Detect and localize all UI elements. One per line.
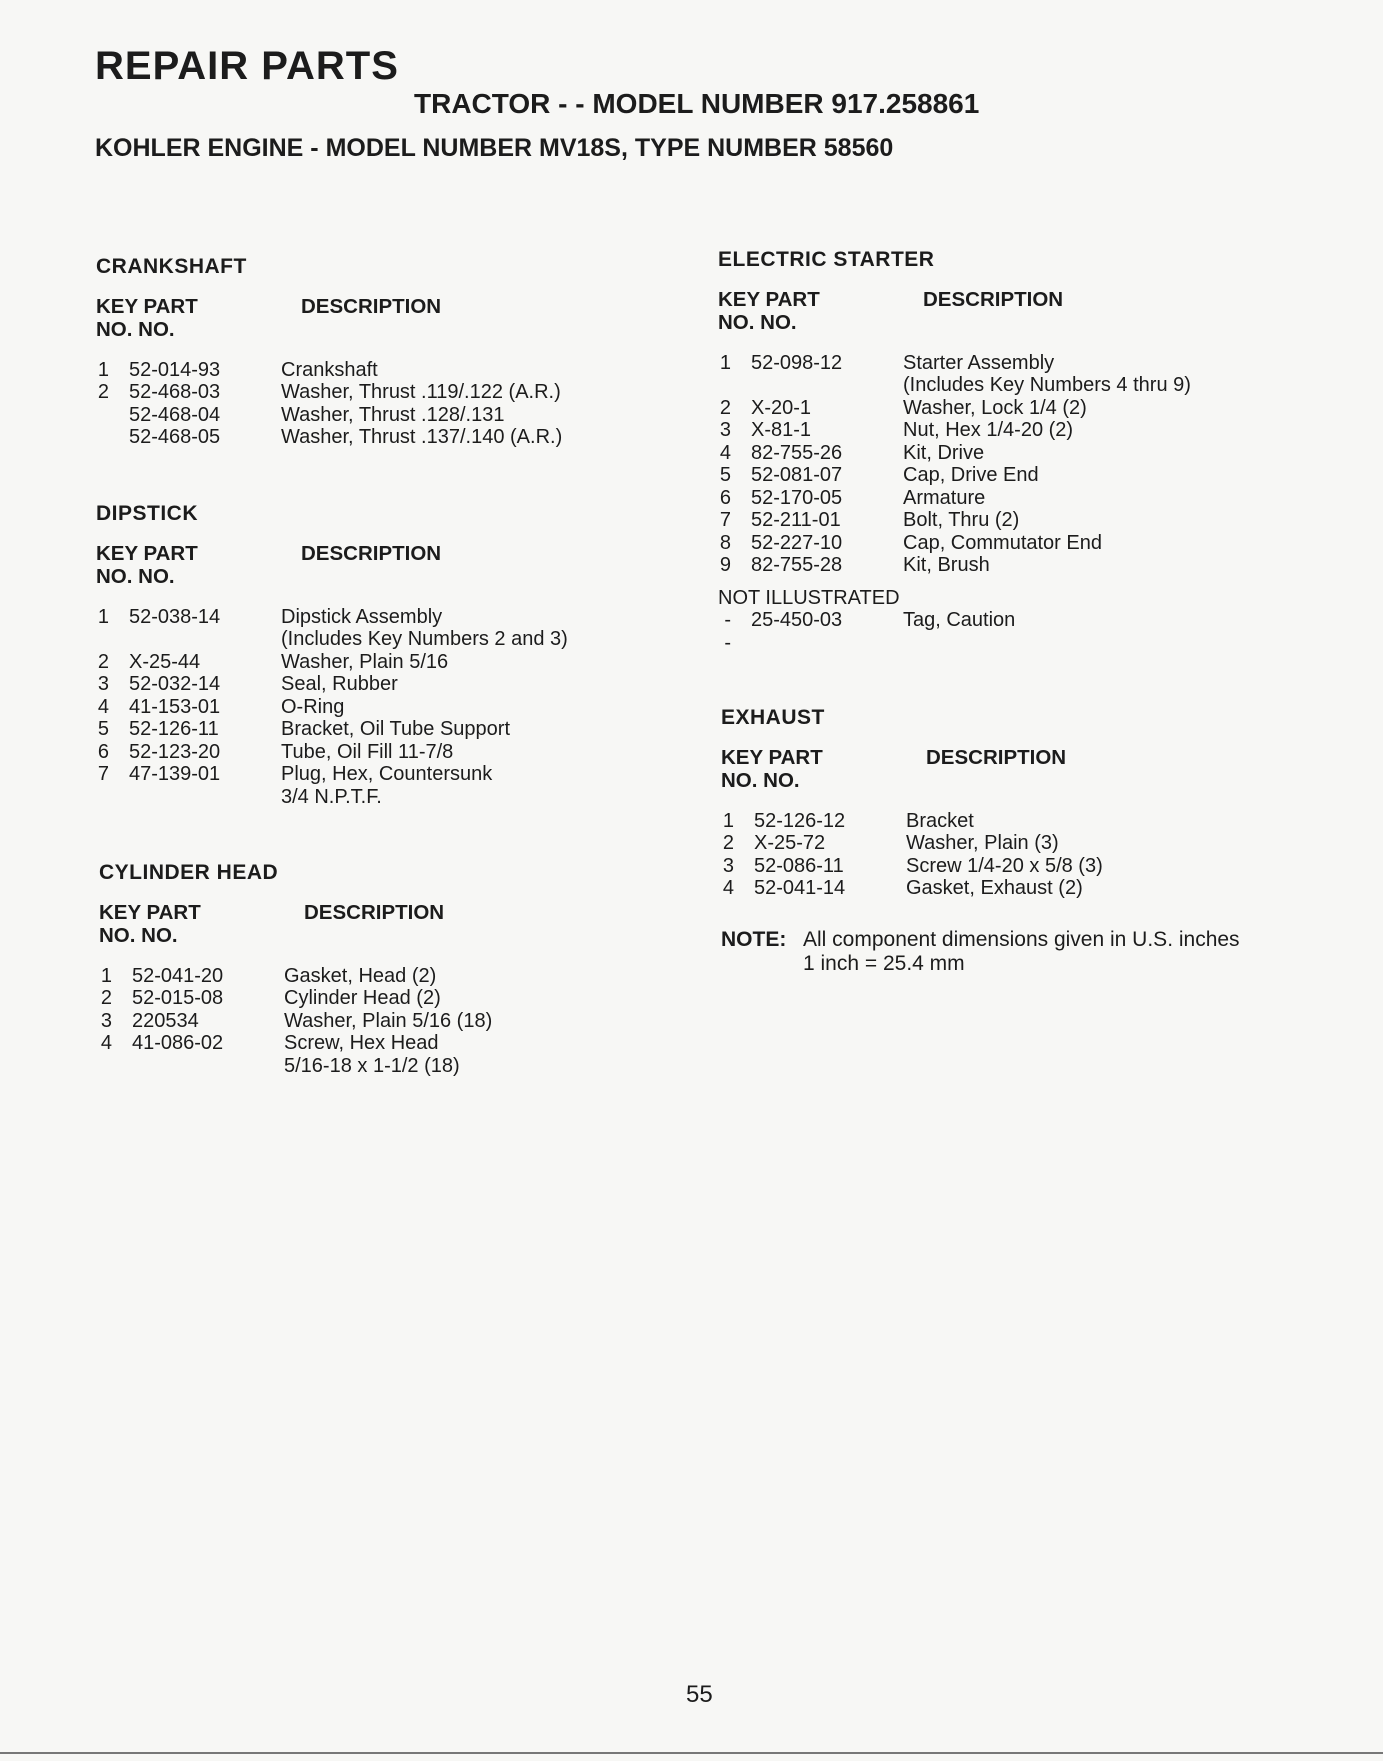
key-number: 4 [97, 695, 109, 718]
part-number: 52-086-11 [754, 854, 844, 877]
key-number [96, 404, 129, 427]
electric-starter-section [718, 249, 1191, 654]
part-number: 52-038-14 [129, 605, 221, 628]
key-number: 4 [719, 441, 731, 464]
part-description [281, 741, 568, 764]
note-line-2: 1 inch = 25.4 mm [803, 952, 965, 975]
list-item [96, 741, 568, 764]
part-description [903, 419, 1191, 442]
key-number: 2 [719, 396, 731, 419]
no-no-label: NO. NO. [96, 564, 175, 588]
description-line: (Includes Key Numbers 2 and 3) [281, 628, 568, 650]
part-number: 41-153-01 [129, 695, 221, 718]
description-line: Cap, Commutator End [903, 531, 1102, 554]
part-number: 52-081-07 [751, 464, 843, 486]
description-label: DESCRIPTION [304, 900, 445, 924]
part-number: 52-170-05 [751, 486, 843, 509]
exhaust-section [721, 707, 1103, 900]
part-description [903, 509, 1191, 532]
part-description: Tag, Caution [903, 609, 1016, 631]
description-line: Crankshaft [281, 358, 378, 381]
list-item [99, 965, 492, 988]
description-line: Seal, Rubber [281, 673, 398, 695]
description-line: (Includes Key Numbers 4 thru 9) [903, 374, 1191, 396]
part-description [281, 426, 562, 449]
key-part-label: KEY PART [96, 294, 198, 318]
key-number [96, 426, 129, 449]
part-number: X-25-44 [129, 650, 201, 673]
parts-list [721, 810, 1103, 900]
section-title: CYLINDER HEAD [99, 861, 279, 884]
key-number: 2 [97, 650, 109, 673]
part-number: 82-755-26 [751, 441, 843, 464]
key-number: 2 [100, 987, 112, 1009]
description-label: DESCRIPTION [923, 287, 1064, 311]
no-no-label: NO. NO. [96, 317, 175, 341]
part-number: 52-211-01 [751, 509, 841, 531]
part-description [903, 487, 1191, 510]
no-no-label: NO. NO. [721, 768, 800, 792]
key-number: 2 [97, 381, 109, 403]
parts-list [96, 359, 562, 449]
part-description [281, 718, 568, 741]
part-description [281, 696, 568, 719]
key-number: 8 [719, 531, 731, 554]
key-number: 5 [719, 464, 731, 486]
part-description [906, 877, 1103, 900]
key-number: - - [724, 609, 731, 654]
description-line: Gasket, Exhaust (2) [906, 877, 1083, 899]
list-item [718, 487, 1191, 510]
description-line: Tube, Oil Fill 11-7/8 [281, 740, 454, 763]
cylinder-head-section [99, 862, 492, 1077]
section-title: DIPSTICK [96, 502, 199, 525]
part-number: 52-041-20 [132, 964, 224, 987]
part-description [903, 397, 1191, 420]
list-item [99, 987, 492, 1010]
description-line: Cap, Drive End [903, 464, 1039, 486]
list-item [718, 397, 1191, 420]
description-line: Armature [903, 486, 986, 509]
description-line: Gasket, Head (2) [284, 964, 437, 987]
list-item [718, 442, 1191, 465]
part-number: 52-227-10 [751, 531, 843, 554]
list-item [96, 381, 562, 404]
key-number: 3 [97, 673, 109, 695]
list-item [718, 352, 1191, 397]
part-description [281, 673, 568, 696]
key-number: 7 [97, 763, 109, 785]
key-number: 1 [97, 358, 109, 381]
description-line: Bracket [906, 809, 974, 832]
part-description [903, 352, 1191, 397]
list-item [96, 651, 568, 674]
page-title: REPAIR PARTS [95, 44, 399, 88]
description-line: Washer, Plain 5/16 [281, 650, 449, 673]
part-number: X-81-1 [751, 419, 812, 441]
list-item [96, 673, 568, 696]
key-number: 3 [719, 419, 731, 441]
description-line: Nut, Hex 1/4-20 (2) [903, 419, 1074, 441]
note-line-1: All component dimensions given in U.S. inches [803, 928, 1240, 951]
description-line: Washer, Thrust .128/.131 [281, 403, 505, 426]
part-description [906, 832, 1103, 855]
description-line: 3/4 N.P.T.F. [281, 785, 382, 808]
part-description [903, 532, 1191, 555]
crankshaft-section [96, 256, 562, 449]
part-description [284, 987, 492, 1010]
part-number: 47-139-01 [129, 763, 221, 785]
column-header [99, 901, 492, 947]
part-number: 52-123-20 [129, 740, 221, 763]
bottom-rule [0, 1752, 1383, 1754]
description-label: DESCRIPTION [301, 541, 442, 565]
key-number: 1 [719, 351, 731, 374]
no-no-label: NO. NO. [718, 310, 797, 334]
column-header [96, 542, 568, 588]
parts-list [99, 965, 492, 1078]
description-label: DESCRIPTION [926, 745, 1067, 769]
key-number: 3 [722, 854, 734, 877]
part-number: 82-755-28 [751, 554, 843, 576]
list-item [721, 832, 1103, 855]
part-description [284, 965, 492, 988]
key-number: 1 [722, 809, 734, 832]
part-description [903, 442, 1191, 465]
key-number: 4 [100, 1032, 112, 1054]
key-number: 7 [719, 509, 731, 531]
part-number: 52-468-05 [129, 426, 221, 448]
list-item [721, 810, 1103, 833]
part-description [281, 404, 562, 427]
list-item [96, 404, 562, 427]
description-line: O-Ring [281, 695, 345, 718]
key-number: 1 [100, 964, 112, 987]
engine-model-heading: KOHLER ENGINE - MODEL NUMBER MV18S, TYPE NUMBER 58560 [95, 134, 894, 162]
part-number: 52-126-12 [754, 809, 846, 832]
list-item [721, 877, 1103, 900]
description-line: Washer, Thrust .137/.140 (A.R.) [281, 426, 563, 448]
parts-list [96, 606, 568, 809]
key-part-label: KEY PART [718, 287, 820, 311]
part-description [281, 381, 562, 404]
description-line: Kit, Drive [903, 441, 985, 464]
description-line: Bolt, Thru (2) [903, 509, 1020, 531]
list-item [99, 1032, 492, 1077]
list-item [99, 1010, 492, 1033]
list-item [721, 855, 1103, 878]
list-item [96, 696, 568, 719]
list-item [96, 763, 568, 808]
list-item [718, 532, 1191, 555]
part-description [906, 810, 1103, 833]
part-number: 52-015-08 [132, 987, 224, 1009]
list-item [718, 464, 1191, 487]
description-line: Starter Assembly [903, 351, 1055, 374]
list-item [718, 509, 1191, 532]
description-line: 5/16-18 x 1-1/2 (18) [284, 1054, 460, 1077]
key-number: 2 [722, 832, 734, 854]
section-title: CRANKSHAFT [96, 255, 247, 278]
part-number: 25-450-03 [751, 609, 843, 631]
part-number: X-25-72 [754, 832, 826, 854]
description-line: Plug, Hex, Countersunk [281, 763, 493, 785]
description-line: Screw 1/4-20 x 5/8 (3) [906, 854, 1103, 877]
part-description [281, 606, 568, 651]
key-number: 4 [722, 877, 734, 899]
part-number: 220534 [132, 1009, 199, 1032]
description-label: DESCRIPTION [301, 294, 442, 318]
list-item [718, 609, 1191, 654]
list-item [718, 419, 1191, 442]
description-line: Dipstick Assembly [281, 605, 443, 628]
parts-list [718, 352, 1191, 577]
key-part-label: KEY PART [721, 745, 823, 769]
description-line: Kit, Brush [903, 554, 990, 576]
key-number: 6 [719, 486, 731, 509]
dimension-note [721, 928, 1240, 976]
part-number: 52-098-12 [751, 351, 843, 374]
part-number: 52-032-14 [129, 673, 221, 695]
part-description [284, 1010, 492, 1033]
part-description [903, 464, 1191, 487]
part-number: X-20-1 [751, 396, 812, 419]
part-number: 41-086-02 [132, 1032, 224, 1054]
note-label: NOTE: [721, 928, 787, 951]
key-number: 9 [719, 554, 731, 576]
description-line: Washer, Plain (3) [906, 832, 1059, 854]
part-description [281, 359, 562, 382]
description-line: Washer, Lock 1/4 (2) [903, 396, 1087, 419]
key-number: 6 [97, 740, 109, 763]
description-line: Cylinder Head (2) [284, 987, 441, 1009]
part-number: 52-468-04 [129, 403, 221, 426]
part-description [281, 651, 568, 674]
column-header [96, 295, 562, 341]
part-number: 52-468-03 [129, 381, 221, 403]
part-number: 52-126-11 [129, 718, 219, 740]
part-description [903, 554, 1191, 577]
column-header [721, 746, 1103, 792]
dipstick-section [96, 503, 568, 808]
key-number: 3 [100, 1009, 112, 1032]
list-item [96, 426, 562, 449]
page-number: 55 [686, 1681, 713, 1708]
column-header [718, 288, 1191, 334]
description-line: Washer, Plain 5/16 (18) [284, 1009, 493, 1032]
list-item [96, 606, 568, 651]
description-line: Screw, Hex Head [284, 1032, 439, 1054]
key-number: 5 [97, 718, 109, 740]
key-part-label: KEY PART [99, 900, 201, 924]
list-item [96, 718, 568, 741]
tractor-model-heading: TRACTOR - - MODEL NUMBER 917.258861 [414, 88, 980, 119]
part-description [906, 855, 1103, 878]
part-description [284, 1032, 492, 1077]
key-number: 1 [97, 605, 109, 628]
no-no-label: NO. NO. [99, 923, 178, 947]
list-item [96, 359, 562, 382]
section-title: ELECTRIC STARTER [718, 248, 935, 271]
list-item [718, 554, 1191, 577]
part-number: 52-041-14 [754, 877, 846, 899]
section-title: EXHAUST [721, 706, 825, 729]
part-number: 52-014-93 [129, 358, 221, 381]
key-part-label: KEY PART [96, 541, 198, 565]
description-line: Bracket, Oil Tube Support [281, 718, 511, 740]
part-description [281, 763, 568, 808]
description-line: Washer, Thrust .119/.122 (A.R.) [281, 381, 561, 403]
not-illustrated-label: NOT ILLUSTRATED [718, 586, 900, 609]
